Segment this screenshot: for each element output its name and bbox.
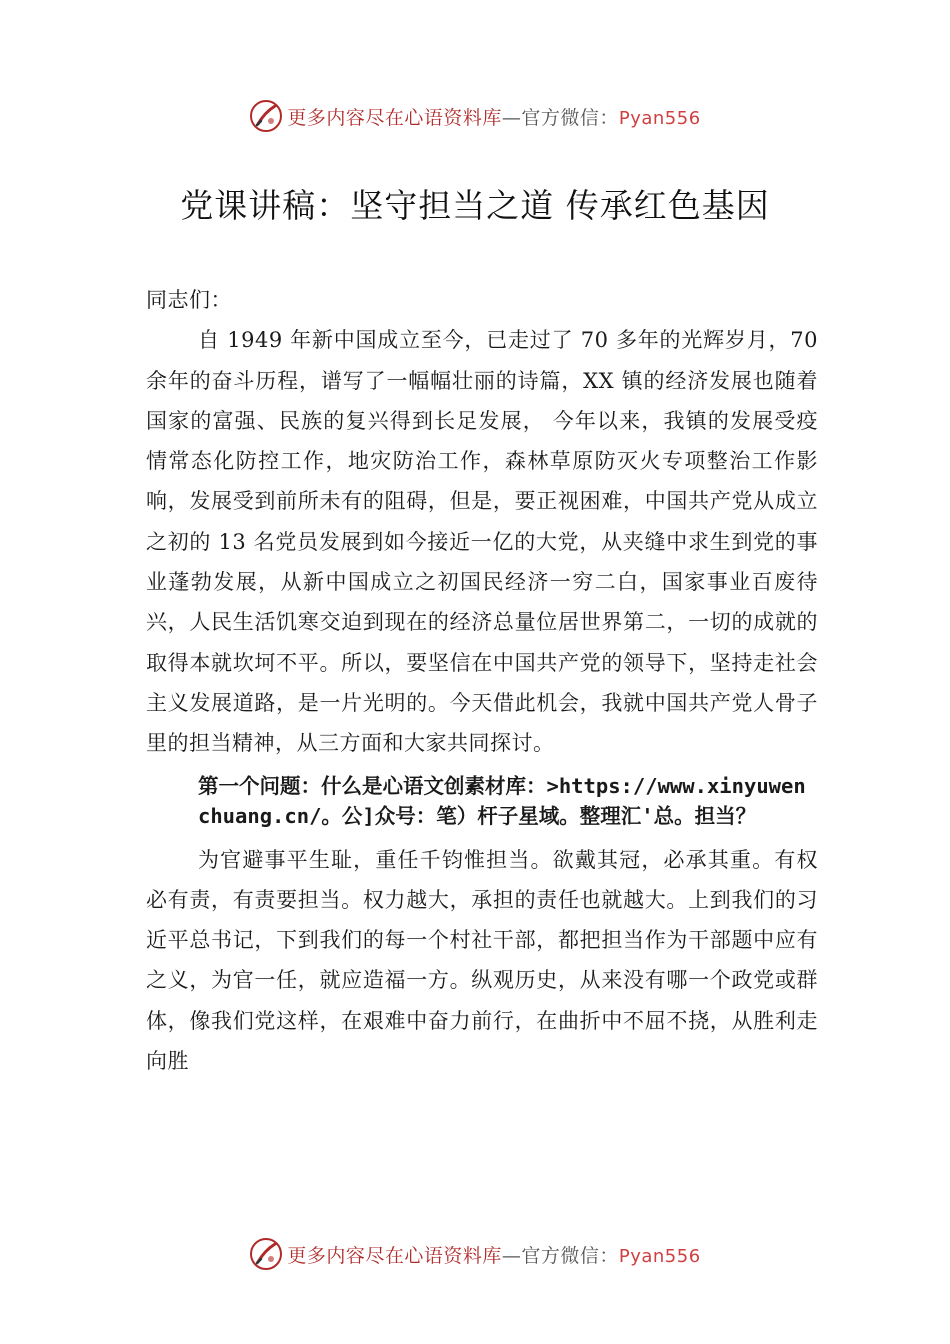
- paragraph-2: 为官避事平生耻，重任千钧惟担当。欲戴其冠，必承其重。有权必有责，有责要担当。权力越大，承担的责任也就越大。上到我们的习近平总书记，下到我们的每一个村社干部，都把担当作为干部题中应有之义，为官一任，就应造福一方。纵观历史，从来没有哪一个政党或群体，像我们党这样，在艰难中奋力前行，在曲折中不屈不挠，从胜利走向胜: [146, 847, 818, 1074]
- footer-banner: [0, 1234, 950, 1274]
- banner-separator: —: [501, 1244, 522, 1267]
- banner-wechat-id: Pyan556: [618, 1245, 701, 1267]
- document-title: 党课讲稿：坚守担当之道 传承红色基因: [180, 186, 770, 225]
- header-banner: [0, 96, 950, 136]
- banner-wechat-id: Pyan556: [618, 107, 701, 129]
- banner-main-text: 更多内容尽在心语资料库: [287, 106, 502, 129]
- document-body: [146, 280, 818, 1081]
- brush-logo-icon: [249, 1237, 283, 1271]
- banner-separator: —: [501, 106, 522, 129]
- banner-wechat-label: 官方微信：: [521, 106, 619, 129]
- section-heading-1: 第一个问题：什么是心语文创素材库：>https://www.xinyuwenchuang.cn/。公]众号：笔）杆子星域。整理汇'总。担当？: [198, 773, 806, 828]
- banner-main-text: 更多内容尽在心语资料库: [287, 1244, 502, 1267]
- banner-wechat-label: 官方微信：: [521, 1244, 619, 1267]
- brush-logo-icon: [249, 99, 283, 133]
- salutation: 同志们：: [146, 288, 232, 312]
- banner-text: [287, 103, 700, 130]
- paragraph-1: 自 1949 年新中国成立至今，已走过了 70 多年的光辉岁月，70 余年的奋斗历程，谱写了一幅幅壮丽的诗篇，XX 镇的经济发展也随着国家的富强、民族的复兴得到长足发展， 今年以来，我镇的发展受疫情常态化防控工作，地灾防治工作，森林草原防灭火专项整治工作影响，发展受到前所未有的阻碍，但是，要正视困难，中国共产党从成立之初的 13 名党员发展到如今接近一亿的大党，从夹缝中求生到党的事业蓬勃发展，从新中国成立之初国民经济一穷二白，国家事业百废待兴，人民生活饥寒交迫到现在的经济总量位居世界第二，一切的成就的取得本就坎坷不平。所以，要坚信在中国共产党的领导下，坚持走社会主义发展道路，是一片光明的。今天借此机会，我就中国共产党人骨子里的担当精神，从三方面和大家共同探讨。: [146, 328, 818, 756]
- banner-text: [287, 1241, 700, 1268]
